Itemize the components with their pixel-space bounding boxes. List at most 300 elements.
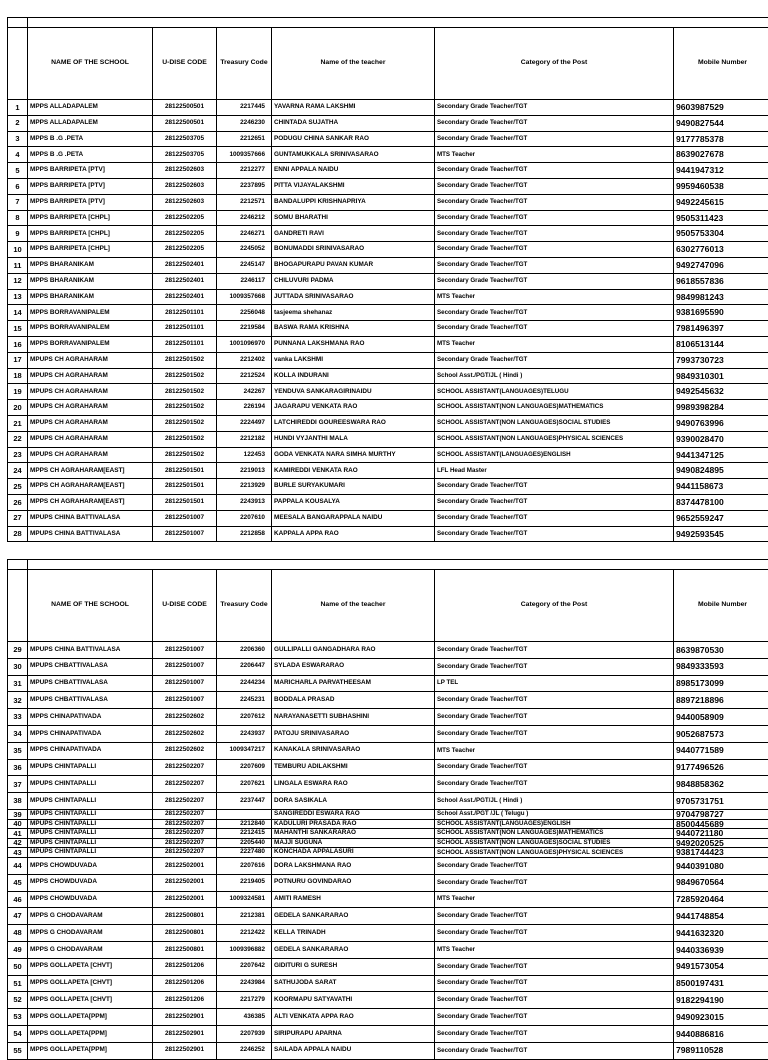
mobile-number: 9705731751 (674, 793, 768, 810)
udise-code: 28122502205 (153, 242, 217, 258)
post-category: Secondary Grade Teacher/TGT (435, 305, 674, 321)
table-row (8, 352, 768, 368)
table-row (8, 992, 768, 1009)
school-name: MPUPS CHINTAPALLI (28, 809, 153, 819)
post-category: SCHOOL ASSISTANT(NON LANGUAGES)MATHEMATICS (435, 829, 674, 839)
post-category: Secondary Grade Teacher/TGT (435, 526, 674, 542)
mobile-number: 9618557836 (674, 273, 768, 289)
school-name: MPPS BORRAVANIPALEM (28, 321, 153, 337)
school-name: MPUPS CH AGRAHARAM (28, 431, 153, 447)
udise-code: 28122501007 (153, 692, 217, 709)
school-name: MPUPS CH AGRAHARAM (28, 352, 153, 368)
udise-code: 28122501007 (153, 658, 217, 675)
teacher-name: GANDRETI RAVI (272, 226, 435, 242)
post-category: School Asst./PGT/JL ( Hindi ) (435, 368, 674, 384)
udise-code: 28122502901 (153, 1042, 217, 1059)
header-school: NAME OF THE SCHOOL (28, 570, 153, 642)
post-category: LP TEL (435, 675, 674, 692)
treasury-code: 2212840 (217, 819, 272, 829)
udise-code: 28122502901 (153, 1025, 217, 1042)
table-row (8, 925, 768, 942)
teacher-name: SOMU BHARATHI (272, 210, 435, 226)
table-row (8, 725, 768, 742)
udise-code: 28122502205 (153, 226, 217, 242)
udise-code: 28122502207 (153, 819, 217, 829)
table-row (8, 526, 768, 542)
school-name: MPUPS CH AGRAHARAM (28, 368, 153, 384)
table-row (8, 289, 768, 305)
header-teacher: Name of the teacher (272, 28, 435, 100)
post-category: SCHOOL ASSISTANT(NON LANGUAGES)PHYSICAL SCIENCES (435, 848, 674, 858)
school-name: MPUPS CH AGRAHARAM (28, 447, 153, 463)
table-top-strip (8, 560, 768, 570)
header-udise: U-DISE CODE (153, 570, 217, 642)
school-name: MPPS CH AGRAHARAM[EAST] (28, 463, 153, 479)
udise-code: 28122503705 (153, 131, 217, 147)
teacher-name: KOORMAPU SATYAVATHI (272, 992, 435, 1009)
post-category: Secondary Grade Teacher/TGT (435, 642, 674, 659)
udise-code: 28122500801 (153, 941, 217, 958)
udise-code: 28122501206 (153, 992, 217, 1009)
table-row (8, 194, 768, 210)
udise-code: 28122502001 (153, 891, 217, 908)
teacher-name: KONCHADA APPALASURI (272, 848, 435, 858)
udise-code: 28122502207 (153, 838, 217, 848)
teacher-name: KAPPALA APPA RAO (272, 526, 435, 542)
row-number: 55 (8, 1042, 28, 1059)
row-number: 30 (8, 658, 28, 675)
treasury-code: 2207621 (217, 776, 272, 793)
udise-code: 28122501502 (153, 352, 217, 368)
treasury-code: 2212402 (217, 352, 272, 368)
post-category: MTS Teacher (435, 891, 674, 908)
udise-code: 28122501502 (153, 400, 217, 416)
mobile-number: 9652559247 (674, 510, 768, 526)
udise-code: 28122500801 (153, 925, 217, 942)
school-name: MPPS GOLLAPETA[PPM] (28, 1009, 153, 1026)
udise-code: 28122500801 (153, 908, 217, 925)
row-number: 18 (8, 368, 28, 384)
row-number: 2 (8, 115, 28, 131)
teacher-name: GEDELA SANKARARAO (272, 908, 435, 925)
mobile-number: 9849981243 (674, 289, 768, 305)
mobile-number: 9441748854 (674, 908, 768, 925)
row-number: 50 (8, 958, 28, 975)
header-school: NAME OF THE SCHOOL (28, 28, 153, 100)
school-name: MPPS BHARANIKAM (28, 273, 153, 289)
table-row (8, 100, 768, 116)
row-number: 40 (8, 819, 28, 829)
post-category: Secondary Grade Teacher/TGT (435, 725, 674, 742)
teacher-name: vanka LAKSHMI (272, 352, 435, 368)
mobile-number: 9441632320 (674, 925, 768, 942)
udise-code: 28122502901 (153, 1009, 217, 1026)
table-row (8, 226, 768, 242)
header-mobile: Mobile Number (674, 570, 768, 642)
mobile-number: 7981496397 (674, 321, 768, 337)
post-category: MTS Teacher (435, 941, 674, 958)
table-row (8, 510, 768, 526)
udise-code: 28122501007 (153, 642, 217, 659)
row-number: 45 (8, 874, 28, 891)
table-top-strip (8, 18, 768, 28)
mobile-number: 9390028470 (674, 431, 768, 447)
treasury-code: 2219013 (217, 463, 272, 479)
table-row (8, 305, 768, 321)
treasury-code: 1001096970 (217, 336, 272, 352)
table-row (8, 819, 768, 829)
row-number: 8 (8, 210, 28, 226)
mobile-number: 7993730723 (674, 352, 768, 368)
header-treasury: Treasury Code (217, 570, 272, 642)
school-name: MPUPS CHINTAPALLI (28, 838, 153, 848)
post-category: Secondary Grade Teacher/TGT (435, 1042, 674, 1059)
udise-code: 28122502401 (153, 289, 217, 305)
post-category: SCHOOL ASSISTANT(NON LANGUAGES)MATHEMATICS (435, 400, 674, 416)
treasury-code: 2207642 (217, 958, 272, 975)
school-name: MPUPS CHBATTIVALASA (28, 658, 153, 675)
udise-code: 28122501501 (153, 494, 217, 510)
teacher-table-2 (7, 559, 768, 1060)
school-name: MPUPS CHINTAPALLI (28, 793, 153, 810)
mobile-number: 9177496526 (674, 759, 768, 776)
post-category: MTS Teacher (435, 289, 674, 305)
treasury-code: 2212571 (217, 194, 272, 210)
mobile-number: 9492747096 (674, 257, 768, 273)
table-row (8, 709, 768, 726)
treasury-code: 1009324581 (217, 891, 272, 908)
post-category: Secondary Grade Teacher/TGT (435, 321, 674, 337)
treasury-code: 2212277 (217, 163, 272, 179)
table-row (8, 642, 768, 659)
teacher-name: PATOJU SRINIVASARAO (272, 725, 435, 742)
teacher-name: BONUMADDI SRINIVASARAO (272, 242, 435, 258)
treasury-code: 2207612 (217, 709, 272, 726)
treasury-code: 2212422 (217, 925, 272, 942)
teacher-name: PODUGU CHINA SANKAR RAO (272, 131, 435, 147)
mobile-number: 8106513144 (674, 336, 768, 352)
row-number: 5 (8, 163, 28, 179)
treasury-code: 2219584 (217, 321, 272, 337)
row-number: 19 (8, 384, 28, 400)
treasury-code: 2217279 (217, 992, 272, 1009)
school-name: MPPS BARRIPETA [PTV] (28, 194, 153, 210)
row-number: 35 (8, 742, 28, 759)
post-category: Secondary Grade Teacher/TGT (435, 273, 674, 289)
teacher-name: BURLE SURYAKUMARI (272, 479, 435, 495)
row-number: 43 (8, 848, 28, 858)
post-category: School Asst./PGT /JL ( Telugu ) (435, 809, 674, 819)
teacher-name: POTNURU GOVINDARAO (272, 874, 435, 891)
mobile-number: 9052687573 (674, 725, 768, 742)
mobile-number: 9440721180 (674, 829, 768, 839)
mobile-number: 9989398284 (674, 400, 768, 416)
udise-code: 28122502205 (153, 210, 217, 226)
row-number: 16 (8, 336, 28, 352)
teacher-name: tasjeema shehanaz (272, 305, 435, 321)
row-number: 53 (8, 1009, 28, 1026)
post-category: Secondary Grade Teacher/TGT (435, 210, 674, 226)
udise-code: 28122502401 (153, 273, 217, 289)
row-number: 39 (8, 809, 28, 819)
udise-code: 28122502602 (153, 742, 217, 759)
post-category: Secondary Grade Teacher/TGT (435, 692, 674, 709)
school-name: MPPS G CHODAVARAM (28, 941, 153, 958)
table-row (8, 891, 768, 908)
row-number: 41 (8, 829, 28, 839)
post-category: School Asst./PGT/JL ( Hindi ) (435, 793, 674, 810)
teacher-name: BANDALUPPI KRISHNAPRIYA (272, 194, 435, 210)
school-name: MPPS CHINAPATIVADA (28, 742, 153, 759)
udise-code: 28122501501 (153, 463, 217, 479)
mobile-number: 9959460538 (674, 178, 768, 194)
table-row (8, 431, 768, 447)
row-number: 23 (8, 447, 28, 463)
teacher-name: TEMBURU ADILAKSHMI (272, 759, 435, 776)
row-number: 6 (8, 178, 28, 194)
udise-code: 28122501101 (153, 305, 217, 321)
teacher-name: MEESALA BANGARAPPALA NAIDU (272, 510, 435, 526)
table-row (8, 848, 768, 858)
teacher-name: GODA VENKATA NARA SIMHA MURTHY (272, 447, 435, 463)
mobile-number: 9182294190 (674, 992, 768, 1009)
table-row (8, 178, 768, 194)
row-number: 11 (8, 257, 28, 273)
teacher-name: JAGARAPU VENKATA RAO (272, 400, 435, 416)
header-treasury: Treasury Code (217, 28, 272, 100)
row-number: 52 (8, 992, 28, 1009)
treasury-code: 2243984 (217, 975, 272, 992)
teacher-name: ALTI VENKATA APPA RAO (272, 1009, 435, 1026)
treasury-code: 2212858 (217, 526, 272, 542)
treasury-code: 2244234 (217, 675, 272, 692)
treasury-code: 2206447 (217, 658, 272, 675)
teacher-name: GUNTAMUKKALA SRINIVASARAO (272, 147, 435, 163)
header-row (8, 570, 768, 642)
mobile-number: 9492593545 (674, 526, 768, 542)
teacher-name: PUNNANA LAKSHMANA RAO (272, 336, 435, 352)
row-number: 49 (8, 941, 28, 958)
table-row (8, 692, 768, 709)
school-name: MPUPS CHINTAPALLI (28, 848, 153, 858)
mobile-number: 9440771589 (674, 742, 768, 759)
mobile-number: 9505753304 (674, 226, 768, 242)
treasury-code: 1009347217 (217, 742, 272, 759)
mobile-number: 9603987529 (674, 100, 768, 116)
post-category: SCHOOL ASSISTANT(LANGUAGES)TELUGU (435, 384, 674, 400)
mobile-number: 9440336939 (674, 941, 768, 958)
udise-code: 28122501501 (153, 479, 217, 495)
treasury-code: 2219405 (217, 874, 272, 891)
treasury-code (217, 809, 272, 819)
school-name: MPPS CHINAPATIVADA (28, 725, 153, 742)
mobile-number: 9441158673 (674, 479, 768, 495)
table-row (8, 742, 768, 759)
table-row (8, 1009, 768, 1026)
row-number: 42 (8, 838, 28, 848)
teacher-name: NARAYANASETTI SUBHASHINI (272, 709, 435, 726)
treasury-code: 122453 (217, 447, 272, 463)
teacher-name: DORA SASIKALA (272, 793, 435, 810)
school-name: MPPS CHOWDUVADA (28, 857, 153, 874)
row-number: 21 (8, 415, 28, 431)
udise-code: 28122501502 (153, 415, 217, 431)
teacher-name: MAJJI SUGUNA (272, 838, 435, 848)
table-row (8, 479, 768, 495)
post-category: MTS Teacher (435, 742, 674, 759)
teacher-name: HUNDI VYJANTHI MALA (272, 431, 435, 447)
udise-code: 28122501206 (153, 975, 217, 992)
udise-code: 28122502207 (153, 793, 217, 810)
mobile-number: 9491573054 (674, 958, 768, 975)
treasury-code: 2212182 (217, 431, 272, 447)
treasury-code: 2243937 (217, 725, 272, 742)
table-1-body (8, 100, 768, 542)
post-category: Secondary Grade Teacher/TGT (435, 958, 674, 975)
school-name: MPPS B .G .PETA (28, 131, 153, 147)
post-category: SCHOOL ASSISTANT(LANGUAGES)ENGLISH (435, 447, 674, 463)
udise-code: 28122501007 (153, 510, 217, 526)
table-row (8, 147, 768, 163)
mobile-number: 9492245615 (674, 194, 768, 210)
teacher-name: GIDITURI G SURESH (272, 958, 435, 975)
mobile-number: 9490824895 (674, 463, 768, 479)
teacher-name: KANAKALA SRINIVASARAO (272, 742, 435, 759)
school-name: MPPS CH AGRAHARAM[EAST] (28, 494, 153, 510)
teacher-table-1 (7, 17, 768, 542)
mobile-number: 8897218896 (674, 692, 768, 709)
post-category: Secondary Grade Teacher/TGT (435, 257, 674, 273)
school-name: MPUPS CHINTAPALLI (28, 776, 153, 793)
mobile-number: 8374478100 (674, 494, 768, 510)
teacher-name: PAPPALA KOUSALYA (272, 494, 435, 510)
teacher-name: DORA LAKSHMANA RAO (272, 857, 435, 874)
row-number: 36 (8, 759, 28, 776)
row-number: 47 (8, 908, 28, 925)
teacher-name: BASWA RAMA KRISHNA (272, 321, 435, 337)
teacher-name: GEDELA SANKARARAO (272, 941, 435, 958)
row-number: 20 (8, 400, 28, 416)
udise-code: 28122501502 (153, 384, 217, 400)
table-row (8, 776, 768, 793)
post-category: MTS Teacher (435, 147, 674, 163)
row-number: 27 (8, 510, 28, 526)
table-row (8, 257, 768, 273)
post-category: Secondary Grade Teacher/TGT (435, 925, 674, 942)
table-row (8, 163, 768, 179)
school-name: MPPS BARRIPETA [PTV] (28, 178, 153, 194)
post-category: Secondary Grade Teacher/TGT (435, 908, 674, 925)
table-row (8, 809, 768, 819)
row-number: 22 (8, 431, 28, 447)
mobile-number: 9849310301 (674, 368, 768, 384)
school-name: MPUPS CH AGRAHARAM (28, 384, 153, 400)
teacher-name: SANGIREDDI ESWARA RAO (272, 809, 435, 819)
school-name: MPPS ALLADAPALEM (28, 100, 153, 116)
udise-code: 28122501101 (153, 321, 217, 337)
udise-code: 28122502207 (153, 759, 217, 776)
mobile-number: 7285920464 (674, 891, 768, 908)
table-row (8, 400, 768, 416)
row-number: 26 (8, 494, 28, 510)
header-teacher: Name of the teacher (272, 570, 435, 642)
udise-code: 28122502207 (153, 829, 217, 839)
teacher-name: BODDALA PRASAD (272, 692, 435, 709)
treasury-code: 2207609 (217, 759, 272, 776)
row-number: 54 (8, 1025, 28, 1042)
post-category: Secondary Grade Teacher/TGT (435, 352, 674, 368)
udise-code: 28122503705 (153, 147, 217, 163)
post-category: Secondary Grade Teacher/TGT (435, 510, 674, 526)
post-category: Secondary Grade Teacher/TGT (435, 975, 674, 992)
treasury-code: 2206360 (217, 642, 272, 659)
teacher-name: GULLIPALLI GANGADHARA RAO (272, 642, 435, 659)
udise-code: 28122500501 (153, 100, 217, 116)
school-name: MPPS CHOWDUVADA (28, 874, 153, 891)
treasury-code: 1009357668 (217, 289, 272, 305)
table-row (8, 384, 768, 400)
mobile-number: 8500197431 (674, 975, 768, 992)
treasury-code: 2246212 (217, 210, 272, 226)
teacher-name: JUTTADA SRINIVASARAO (272, 289, 435, 305)
table-row (8, 975, 768, 992)
treasury-code: 2237895 (217, 178, 272, 194)
row-number: 24 (8, 463, 28, 479)
treasury-code: 2212651 (217, 131, 272, 147)
table-row (8, 368, 768, 384)
udise-code: 28122502603 (153, 178, 217, 194)
table-2-body (8, 642, 768, 1060)
teacher-name: CHILUVURI PADMA (272, 273, 435, 289)
school-name: MPPS BARRIPETA [CHPL] (28, 226, 153, 242)
treasury-code: 2246117 (217, 273, 272, 289)
school-name: MPPS BHARANIKAM (28, 257, 153, 273)
treasury-code: 2243913 (217, 494, 272, 510)
post-category: SCHOOL ASSISTANT(LANGUAGES)ENGLISH (435, 819, 674, 829)
school-name: MPPS BARRIPETA [PTV] (28, 163, 153, 179)
teacher-name: AMITI RAMESH (272, 891, 435, 908)
mobile-number: 8985173099 (674, 675, 768, 692)
udise-code: 28122502603 (153, 163, 217, 179)
post-category: Secondary Grade Teacher/TGT (435, 494, 674, 510)
row-number: 31 (8, 675, 28, 692)
table-row (8, 675, 768, 692)
udise-code: 28122502602 (153, 709, 217, 726)
table-row (8, 1025, 768, 1042)
row-number: 4 (8, 147, 28, 163)
post-category: Secondary Grade Teacher/TGT (435, 1009, 674, 1026)
school-name: MPUPS CH AGRAHARAM (28, 415, 153, 431)
mobile-number: 9848858362 (674, 776, 768, 793)
post-category: Secondary Grade Teacher/TGT (435, 242, 674, 258)
teacher-name: KELLA TRINADH (272, 925, 435, 942)
table-row (8, 131, 768, 147)
row-number: 14 (8, 305, 28, 321)
mobile-number: 9381695590 (674, 305, 768, 321)
table-row (8, 1042, 768, 1059)
row-number: 33 (8, 709, 28, 726)
post-category: Secondary Grade Teacher/TGT (435, 709, 674, 726)
teacher-name: LATCHIREDDI GOUREESWARA RAO (272, 415, 435, 431)
table-row (8, 908, 768, 925)
row-number: 17 (8, 352, 28, 368)
post-category: Secondary Grade Teacher/TGT (435, 1025, 674, 1042)
table-row (8, 874, 768, 891)
table-row (8, 793, 768, 810)
school-name: MPPS G CHODAVARAM (28, 925, 153, 942)
school-name: MPPS B .G .PETA (28, 147, 153, 163)
post-category: MTS Teacher (435, 336, 674, 352)
